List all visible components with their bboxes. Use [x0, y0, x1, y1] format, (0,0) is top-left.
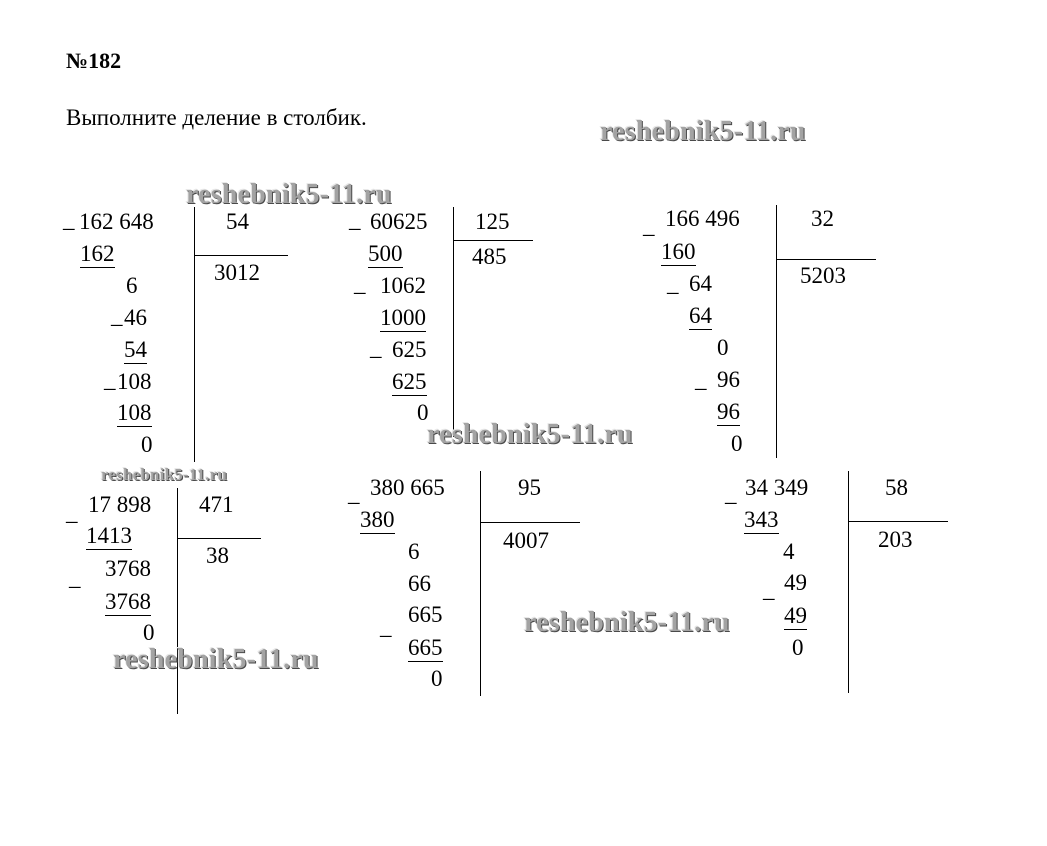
quotient: 203 [878, 527, 913, 552]
minus-sign: _ [66, 500, 78, 525]
watermark: reshebnik5-11.ru [524, 607, 730, 638]
division-vertical-line [480, 471, 481, 696]
divisor: 471 [199, 492, 234, 517]
step-value: 64 [689, 303, 712, 328]
dividend: 34 349 [745, 475, 809, 500]
dividend: 162 648 [79, 209, 154, 234]
step-value: 108 [117, 400, 152, 425]
step-value: 625 [392, 337, 427, 362]
division-horizontal-line [194, 255, 288, 256]
step-value: 0 [431, 666, 443, 691]
step-value: 108 [117, 369, 152, 394]
minus-sign: _ [63, 207, 75, 232]
division-vertical-line [848, 471, 849, 693]
step-value: 96 [717, 367, 740, 392]
dividend: 166 496 [665, 206, 740, 231]
step-value: 3768 [105, 589, 151, 614]
minus-sign: _ [695, 367, 707, 392]
dividend: 17 898 [88, 492, 152, 517]
watermark: reshebnik5-11.ru [186, 179, 392, 210]
step-value: 66 [408, 571, 431, 596]
division-vertical-line [453, 207, 454, 437]
divisor: 125 [475, 209, 510, 234]
instruction-text: Выполните деление в столбик. [66, 105, 367, 130]
quotient: 38 [206, 543, 229, 568]
minus-sign: _ [348, 481, 360, 506]
step-value: 49 [784, 603, 807, 628]
quotient: 3012 [214, 260, 260, 285]
step-value: 1062 [380, 273, 426, 298]
step-value: 54 [124, 337, 147, 362]
step-value: 380 [360, 507, 395, 532]
step-value: 665 [408, 635, 443, 660]
step-value: 46 [124, 305, 147, 330]
step-value: 0 [417, 400, 429, 425]
minus-sign: _ [349, 207, 361, 232]
step-value: 665 [408, 602, 443, 627]
dividend: 60625 [370, 209, 428, 234]
watermark: reshebnik5-11.ru [427, 419, 633, 450]
division-vertical-line [177, 488, 178, 714]
divisor: 58 [885, 475, 908, 500]
minus-sign: _ [667, 271, 679, 296]
step-value: 64 [689, 271, 712, 296]
minus-sign: _ [111, 303, 123, 328]
minus-sign: _ [725, 481, 737, 506]
step-value: 6 [126, 273, 138, 298]
dividend: 380 665 [370, 475, 445, 500]
division-horizontal-line [776, 259, 876, 260]
quotient: 4007 [503, 528, 549, 553]
quotient: 5203 [800, 263, 846, 288]
divisor: 95 [518, 475, 541, 500]
step-value: 0 [792, 635, 804, 660]
minus-sign: _ [354, 271, 366, 296]
watermark: reshebnik5-11.ru [101, 465, 228, 484]
division-horizontal-line [177, 538, 261, 539]
step-value: 3768 [105, 556, 151, 581]
minus-sign: _ [380, 614, 392, 639]
step-value: 500 [368, 241, 403, 266]
step-value: 0 [731, 431, 743, 456]
minus-sign: _ [104, 367, 116, 392]
division-horizontal-line [848, 521, 948, 522]
step-value: 0 [717, 335, 729, 360]
watermark: reshebnik5-11.ru [600, 116, 806, 147]
minus-sign: _ [763, 577, 775, 602]
watermark: reshebnik5-11.ru [113, 644, 319, 675]
divisor: 54 [226, 209, 249, 234]
minus-sign: _ [69, 565, 81, 590]
step-value: 49 [784, 570, 807, 595]
step-value: 625 [392, 369, 427, 394]
quotient: 485 [472, 244, 507, 269]
problem-number: №182 [66, 48, 122, 73]
division-horizontal-line [453, 240, 533, 241]
minus-sign: _ [643, 213, 655, 238]
divisor: 32 [811, 206, 834, 231]
step-value: 4 [783, 539, 795, 564]
step-value: 162 [80, 241, 115, 266]
step-value: 1000 [380, 305, 426, 330]
step-value: 160 [661, 239, 696, 264]
division-vertical-line [194, 207, 195, 462]
step-value: 96 [717, 399, 740, 424]
step-value: 343 [744, 507, 779, 532]
step-value: 1413 [86, 523, 132, 548]
division-vertical-line [776, 205, 777, 458]
step-value: 0 [141, 432, 153, 457]
minus-sign: _ [370, 335, 382, 360]
division-horizontal-line [480, 522, 580, 523]
step-value: 6 [408, 539, 420, 564]
step-value: 0 [143, 620, 155, 645]
